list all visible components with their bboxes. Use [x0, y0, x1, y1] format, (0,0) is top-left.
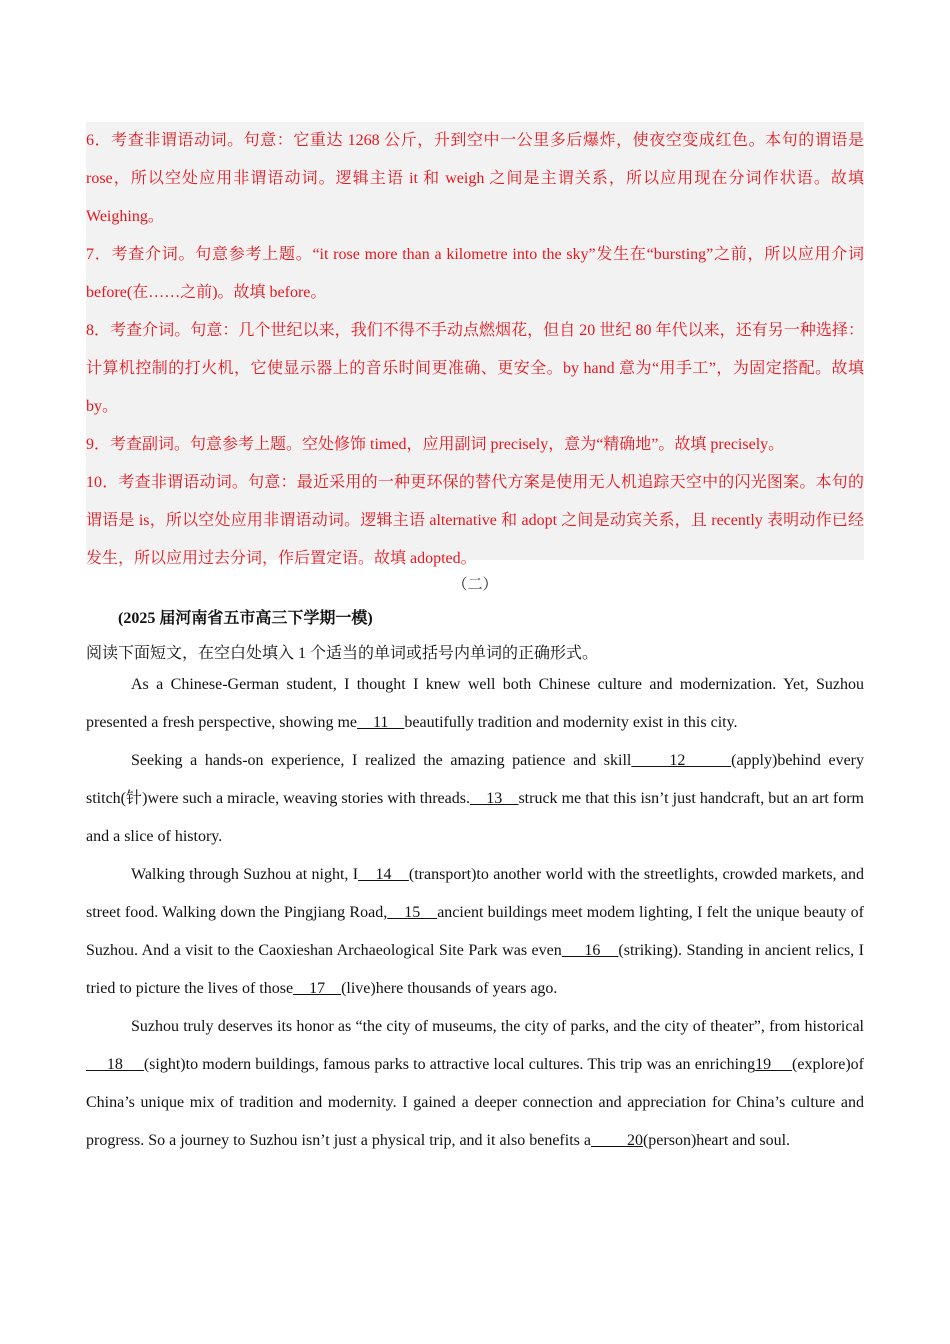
answer-8: 8．考查介词。句意：几个世纪以来，我们不得不手动点燃烟花，但自 20 世纪 80 年代以来，还有另一种选择：计算机控制的打火机，它使显示器上的音乐时间更准确、更安全。by hand 意为“用手工”，为固定搭配。故填 by。	[86, 322, 864, 415]
text: As a Chinese-German student, I thought I knew well both Chinese culture and modernization. Yet, Suzhou presented a fresh perspective, showing me	[86, 676, 864, 731]
paragraph-3	[86, 856, 864, 1008]
blank-15: 15	[387, 904, 438, 921]
blank-17: 17	[293, 980, 342, 997]
text: Walking through Suzhou at night, I	[131, 866, 359, 883]
blank-11: 11	[357, 714, 405, 731]
text: (person)heart and soul.	[642, 1132, 791, 1149]
answer-6: 6．考查非谓语动词。句意：它重达 1268 公斤，升到空中一公里多后爆炸，使夜空变成红色。本句的谓语是 rose，所以空处应用非谓语动词。逻辑主语 it 和 weigh 之间是主谓关系，所以应用现在分词作状语。故填 Weighing。	[86, 132, 864, 225]
passage	[86, 666, 864, 1160]
instruction: 阅读下面短文，在空白处填入 1 个适当的单词或括号内单词的正确形式。	[86, 645, 599, 662]
text: ancient buildings meet modem lighting, I felt the unique beauty of Suzhou. And a visit to the Caoxieshan Archaeological Site Park was even	[86, 904, 865, 959]
section-marker: （二）	[452, 577, 498, 593]
blank-13: 13	[469, 790, 519, 807]
text: (apply)behind every stitch(针)were such a miracle, weaving stories with threads.	[86, 752, 865, 807]
text: beautifully tradition and modernity exist in this city.	[404, 714, 738, 731]
text: Suzhou truly deserves its honor as “the city of museums, the city of parks, and the city of theater”, from historical	[131, 1018, 864, 1035]
answer-7: 7．考查介词。句意参考上题。“it rose more than a kilometre into the sky”发生在“bursting”之前，所以应用介词 before(在……之前)。故填 before。	[86, 246, 864, 301]
text: (sight)to modern buildings, famous parks to attractive local cultures. This trip was an enriching	[143, 1056, 756, 1073]
blank-12: 12	[631, 752, 732, 769]
text: (explore)of China’s unique mix of tradition and modernity. I gained a deeper connection and appreciation for China’s culture and progress. So a journey to Suzhou isn’t just a physical trip, and it also benefits a	[86, 1056, 865, 1149]
text: (transport)to another world with the streetlights, crowded markets, and street food. Walking down the Pingjiang Road,	[86, 866, 864, 921]
text: Seeking a hands-on experience, I realized the amazing patience and skill	[131, 752, 632, 769]
paragraph-4	[86, 1008, 864, 1160]
blank-20: 20	[590, 1132, 643, 1149]
text: (live)here thousands of years ago.	[341, 980, 558, 997]
paragraph-1	[86, 666, 864, 742]
answer-9: 9．考查副词。句意参考上题。空处修饰 timed，应用副词 precisely，意为“精确地”。故填 precisely。	[86, 436, 785, 453]
blank-18: 18	[86, 1056, 144, 1073]
answer-explanations	[86, 122, 864, 567]
text: (striking). Standing in ancient relics, I tried to picture the lives of those	[86, 942, 865, 997]
answer-10: 10．考查非谓语动词。句意：最近采用的一种更环保的替代方案是使用无人机追踪天空中的闪光图案。本句的谓语是 is，所以空处应用非谓语动词。逻辑主语 alternative 和 adopt 之间是动宾关系，且 recently 表明动作已经发生，所以应用过去分词，作后置定语。故填 adopted。	[86, 474, 864, 567]
exam-source: (2025 届河南省五市高三下学期一模)	[118, 610, 373, 627]
paragraph-2	[86, 742, 864, 856]
blank-14: 14	[358, 866, 409, 883]
blank-19: 19	[755, 1056, 793, 1073]
text: struck me that this isn’t just handcraft, but an art form and a slice of history.	[86, 790, 865, 845]
blank-16: 16	[561, 942, 619, 959]
